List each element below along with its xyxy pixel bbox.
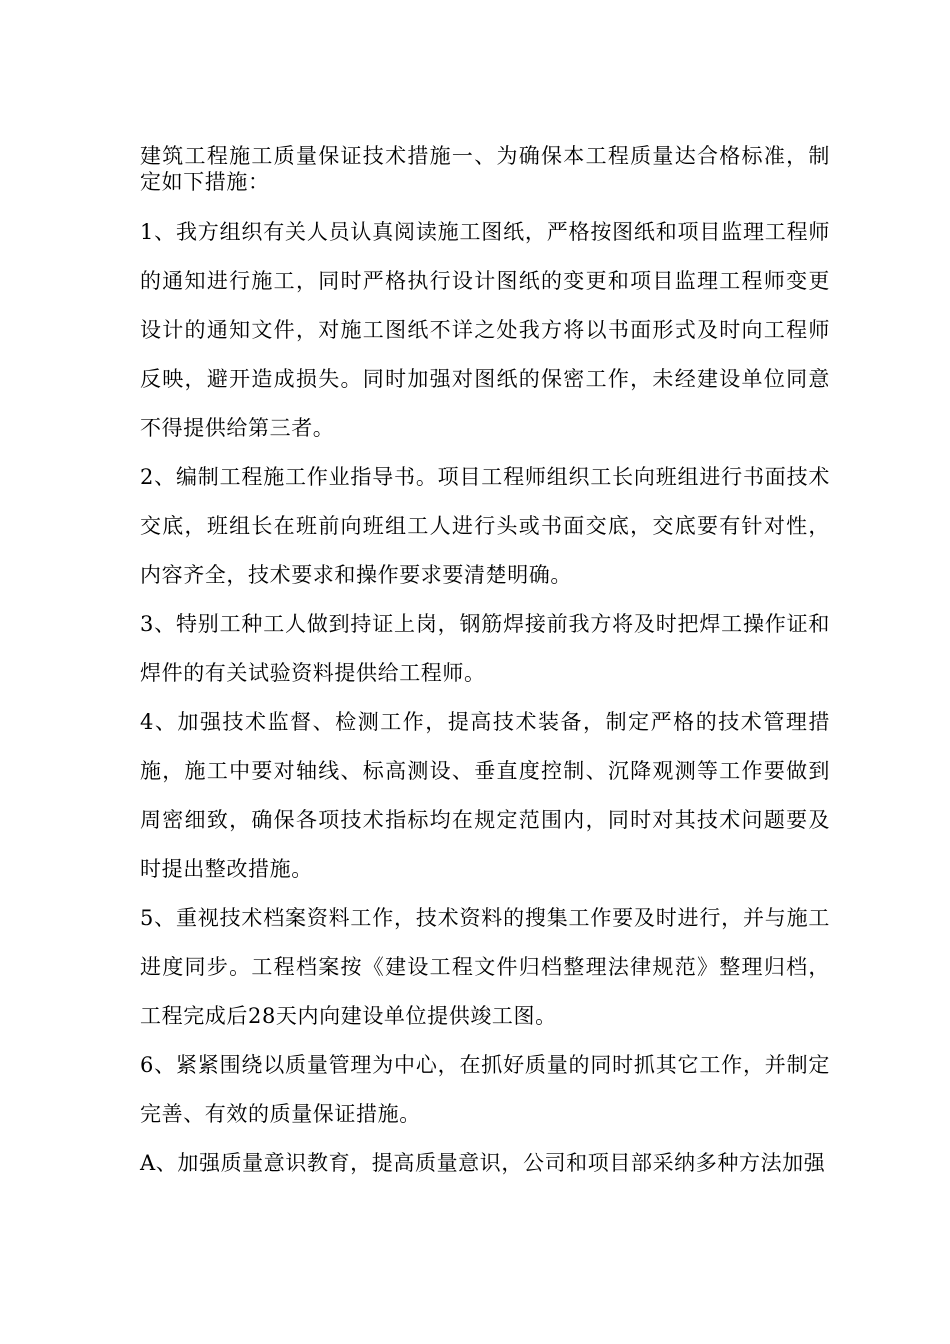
paragraph-5: 5、重视技术档案资料工作，技术资料的搜集工作要及时进行，并与施工进度同步。工程档案按《建设工程文件归档整理法律规范》整理归档，工程完成后28天内向建设单位提供竣工图。 — [140, 906, 830, 1028]
paragraph-a: A、加强质量意识教育，提高质量意识，公司和项目部采纳多种方法加强 — [140, 1151, 826, 1175]
paragraph-4: 4、加强技术监督、检测工作，提高技术装备，制定严格的技术管理措施，施工中要对轴线、标高测设、垂直度控制、沉降观测等工作要做到周密细致，确保各项技术指标均在规定范围内，同时对其技术问题要及时提出整改措施。 — [140, 710, 830, 881]
paragraph-2: 2、编制工程施工作业指导书。项目工程师组织工长向班组进行书面技术交底，班组长在班前向班组工人进行头或书面交底，交底要有针对性，内容齐全，技术要求和操作要求要清楚明确。 — [140, 465, 830, 587]
paragraph-1: 1、我方组织有关人员认真阅读施工图纸，严格按图纸和项目监理工程师的通知进行施工，同时严格执行设计图纸的变更和项目监理工程师变更设计的通知文件，对施工图纸不详之处我方将以书面形式及时向工程师反映，避开造成损失。同时加强对图纸的保密工作，未经建设单位同意不得提供给第三者。 — [140, 220, 830, 440]
paragraph-3: 3、特别工种工人做到持证上岗，钢筋焊接前我方将及时把焊工操作证和焊件的有关试验资料提供给工程师。 — [140, 612, 830, 685]
paragraph-6: 6、紧紧围绕以质量管理为中心，在抓好质量的同时抓其它工作，并制定完善、有效的质量保证措施。 — [140, 1053, 830, 1126]
document-body — [140, 143, 830, 1188]
document-title: 建筑工程施工质量保证技术措施一、为确保本工程质量达合格标准，制定如下措施： — [140, 144, 830, 194]
